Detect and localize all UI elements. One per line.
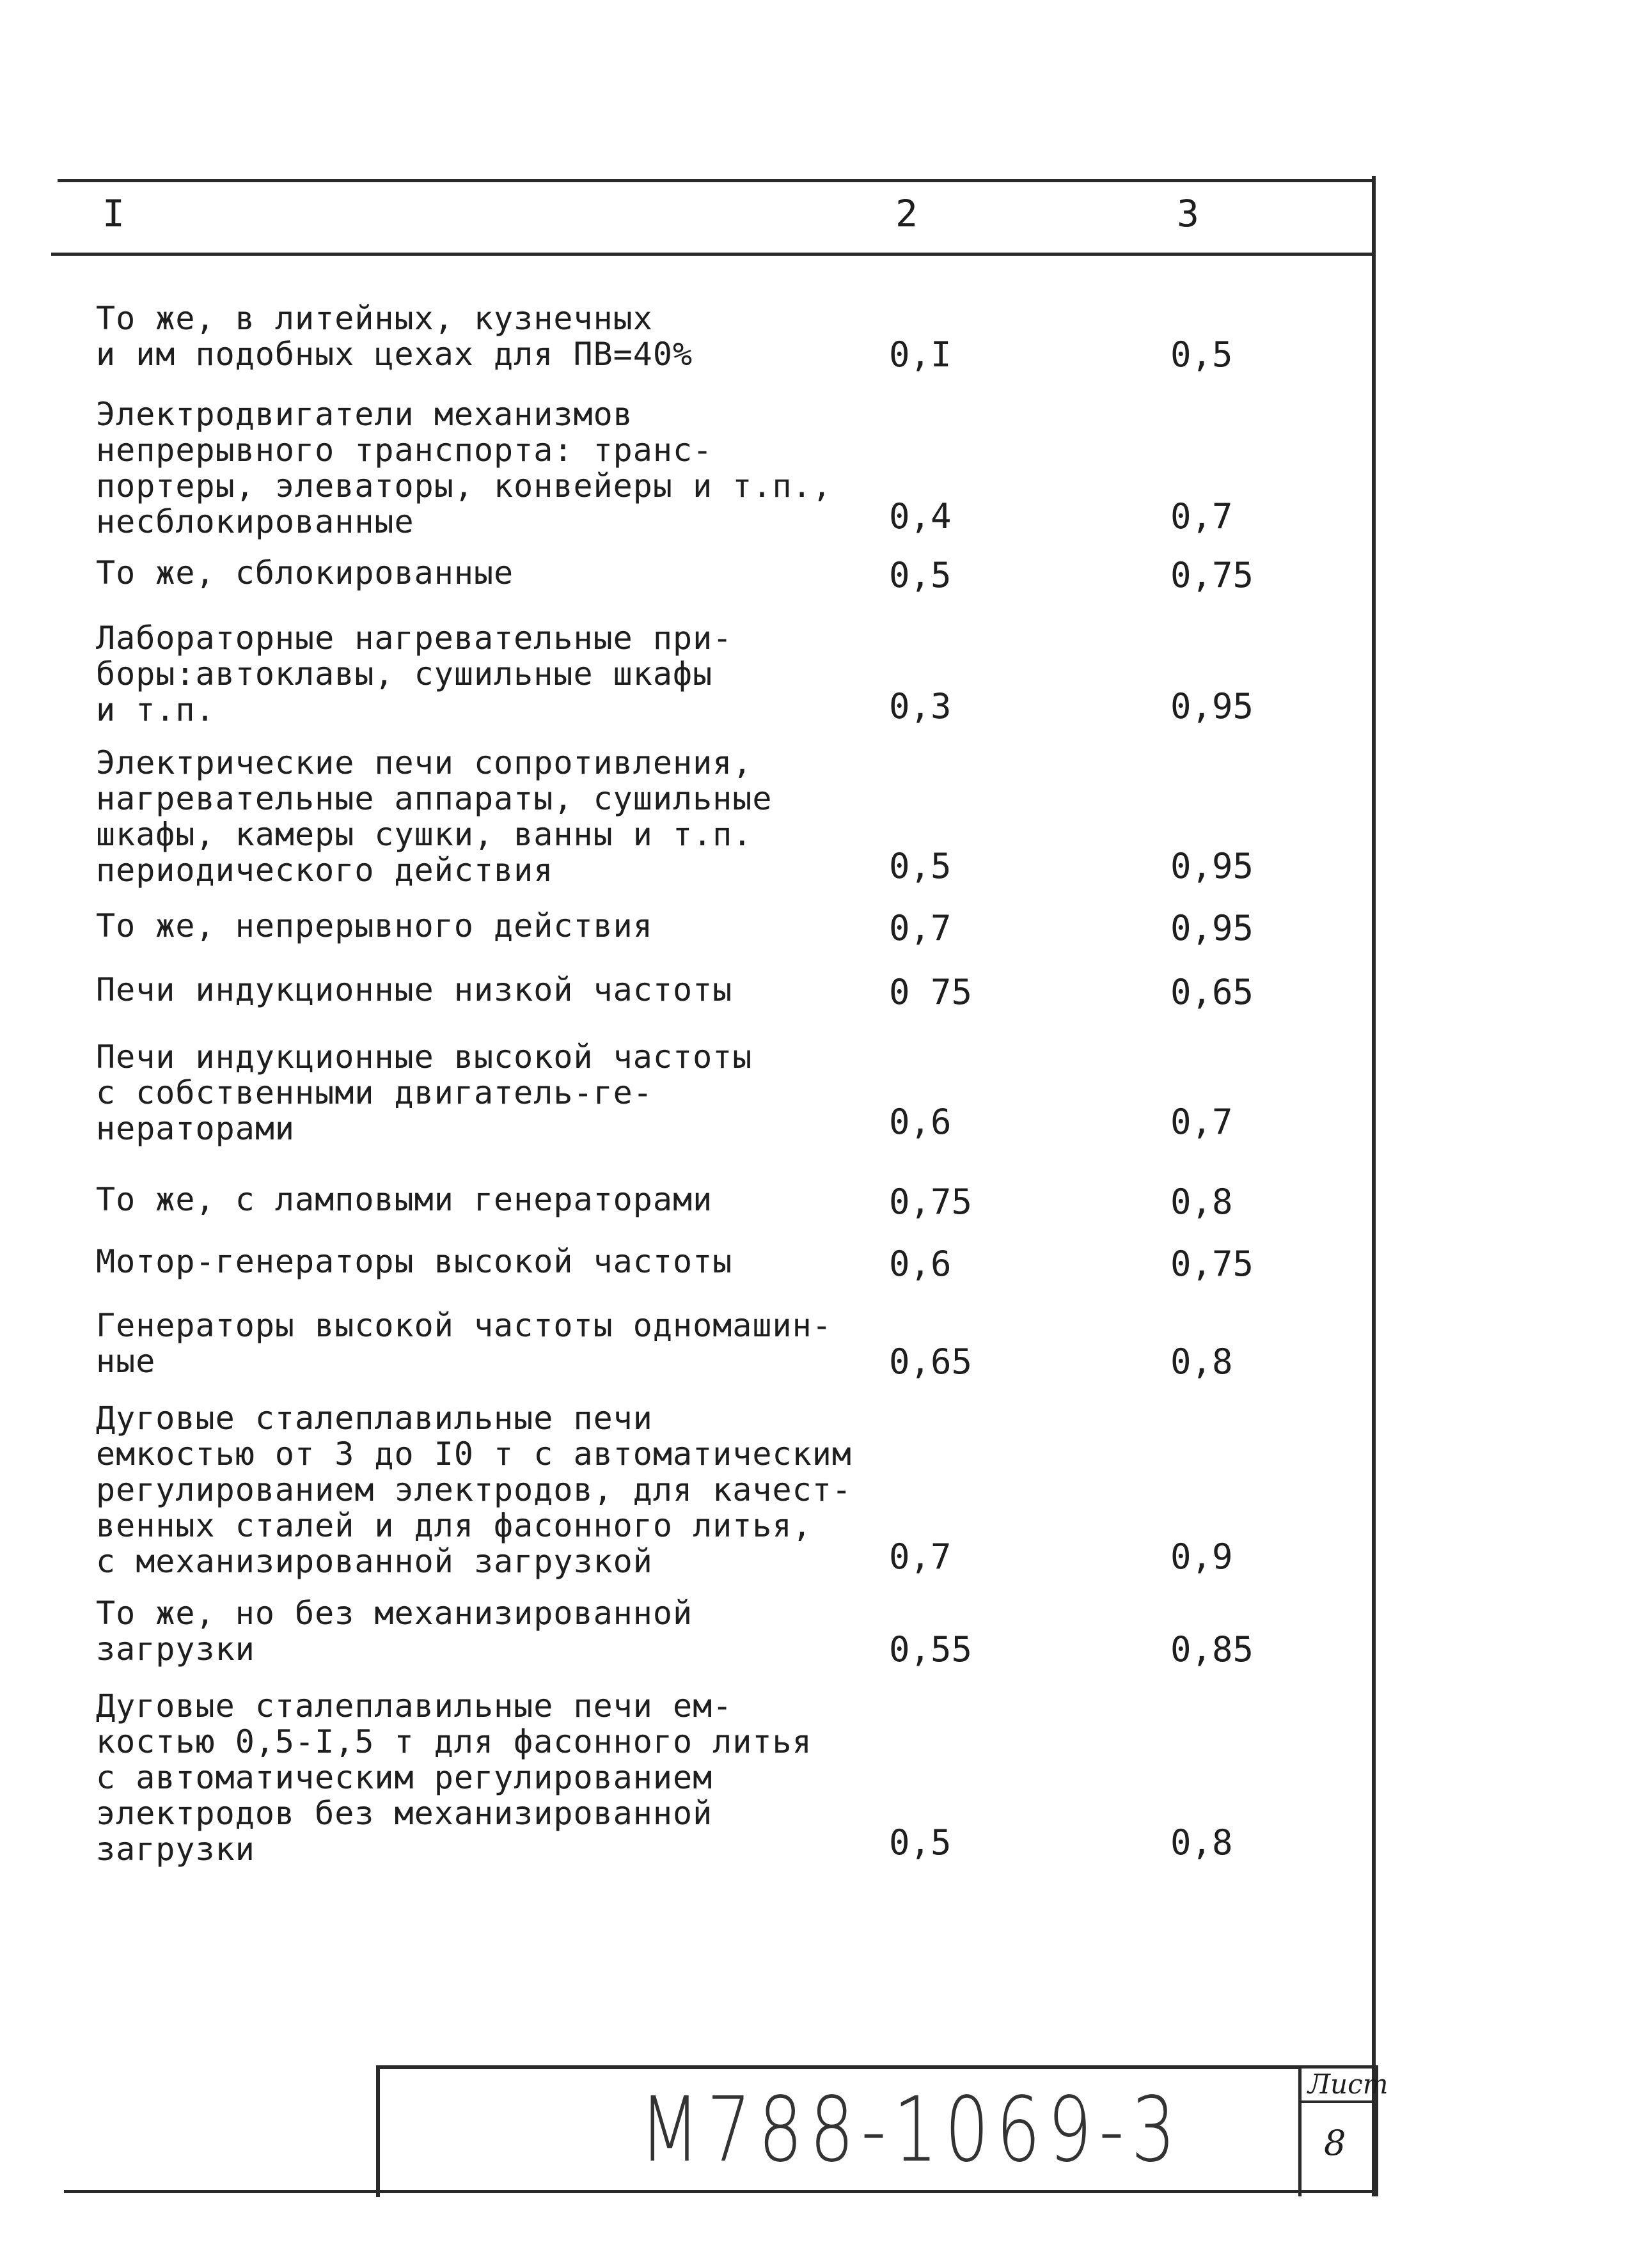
row-value-col3: 0,95 (1170, 846, 1254, 886)
table-row (96, 1400, 1375, 1580)
sheet-number: 8 (1324, 2123, 1346, 2163)
row-value-col2: 0,6 (889, 1244, 952, 1284)
row-value-col3: 0,9 (1170, 1537, 1233, 1577)
table-row (96, 555, 1375, 595)
table-row (96, 1595, 1375, 1669)
row-value-col2: 0,6 (889, 1102, 952, 1142)
row-value-col3: 0,8 (1170, 1341, 1233, 1382)
row-value-col3: 0,85 (1170, 1629, 1254, 1670)
row-value-col3: 0,65 (1170, 972, 1254, 1012)
row-description: Электрические печи сопротивления, нагревательные аппараты, сушильные шкафы, камеры сушки, ванны и т.п. периодического действия (96, 744, 773, 889)
row-value-col3: 0,75 (1170, 555, 1254, 595)
header-bottom-rule (51, 253, 1375, 256)
table-row (96, 1687, 1375, 1868)
row-value-col3: 0,95 (1170, 686, 1254, 726)
sheet-label: Лист (1308, 2069, 1388, 2100)
table-row (96, 620, 1375, 726)
table-row (96, 972, 1375, 1012)
row-description: То же, непрерывного действия (96, 907, 653, 944)
row-value-col2: 0,5 (889, 555, 952, 595)
row-value-col2: 0 75 (889, 972, 973, 1012)
row-value-col3: 0,7 (1170, 496, 1233, 536)
row-value-col2: 0,7 (889, 1537, 952, 1577)
row-value-col2: 0,65 (889, 1341, 973, 1382)
row-value-col3: 0,75 (1170, 1244, 1254, 1284)
table-row (96, 1038, 1375, 1147)
row-description: Электродвигатели механизмов непрерывного транспорта: транс- портеры, элеваторы, конвейеры и т.п., несблокированные (96, 396, 832, 540)
sheet-box-divider (1298, 2100, 1375, 2103)
column-header-3: 3 (1177, 192, 1199, 235)
row-description: То же, сблокированные (96, 554, 514, 591)
column-header-2: 2 (895, 192, 918, 235)
table-row (96, 744, 1375, 889)
row-description: То же, с ламповыми генераторами (96, 1181, 713, 1218)
row-value-col2: 0,75 (889, 1182, 973, 1222)
row-value-col2: 0,7 (889, 908, 952, 948)
row-description: Печи индукционные высокой частоты с собственными двигатель-ге- нераторами (96, 1038, 753, 1147)
row-description: Мотор-генераторы высокой частоты (96, 1243, 733, 1280)
table-row (96, 1308, 1375, 1381)
row-value-col2: 0,5 (889, 1822, 952, 1863)
row-value-col2: 0,55 (889, 1629, 973, 1670)
row-description: Дуговые сталеплавильные печи емкостью от 3 до I0 т с автоматическим регулированием электродов, для качест- венных сталей и для фасонного литья, с механизированной загрузкой (96, 1400, 852, 1580)
row-description: Печи индукционные низкой частоты (96, 971, 733, 1008)
document-code: М788-1069-3 (640, 2078, 1183, 2182)
row-description: Дуговые сталеплавильные печи ем- костью 0,5-I,5 т для фасонного литья с автоматическим регулированием электродов без механизированной загрузки (96, 1687, 812, 1868)
row-value-col2: 0,3 (889, 686, 952, 726)
row-value-col3: 0,7 (1170, 1102, 1233, 1142)
row-description: То же, в литейных, кузнечных и им подобных цехах для ПВ=40% (96, 300, 693, 373)
column-header-1: I (102, 192, 125, 235)
table-row (96, 396, 1375, 540)
row-value-col3: 0,8 (1170, 1822, 1233, 1863)
table-row (96, 908, 1375, 948)
row-description: Лабораторные нагревательные при- боры:автоклавы, сушильные шкафы и т.п. (96, 620, 733, 728)
row-value-col3: 0,5 (1170, 334, 1233, 375)
row-description: Генераторы высокой частоты одномашин- ные (96, 1307, 832, 1380)
row-description: То же, но без механизированной загрузки (96, 1595, 693, 1668)
row-value-col3: 0,8 (1170, 1182, 1233, 1222)
table-row (96, 301, 1375, 374)
row-value-col2: 0,5 (889, 846, 952, 886)
row-value-col2: 0,4 (889, 496, 952, 536)
table-row (96, 1244, 1375, 1283)
row-value-col2: 0,I (889, 334, 952, 375)
row-value-col3: 0,95 (1170, 908, 1254, 948)
table-top-rule (58, 179, 1375, 182)
table-row (96, 1182, 1375, 1221)
